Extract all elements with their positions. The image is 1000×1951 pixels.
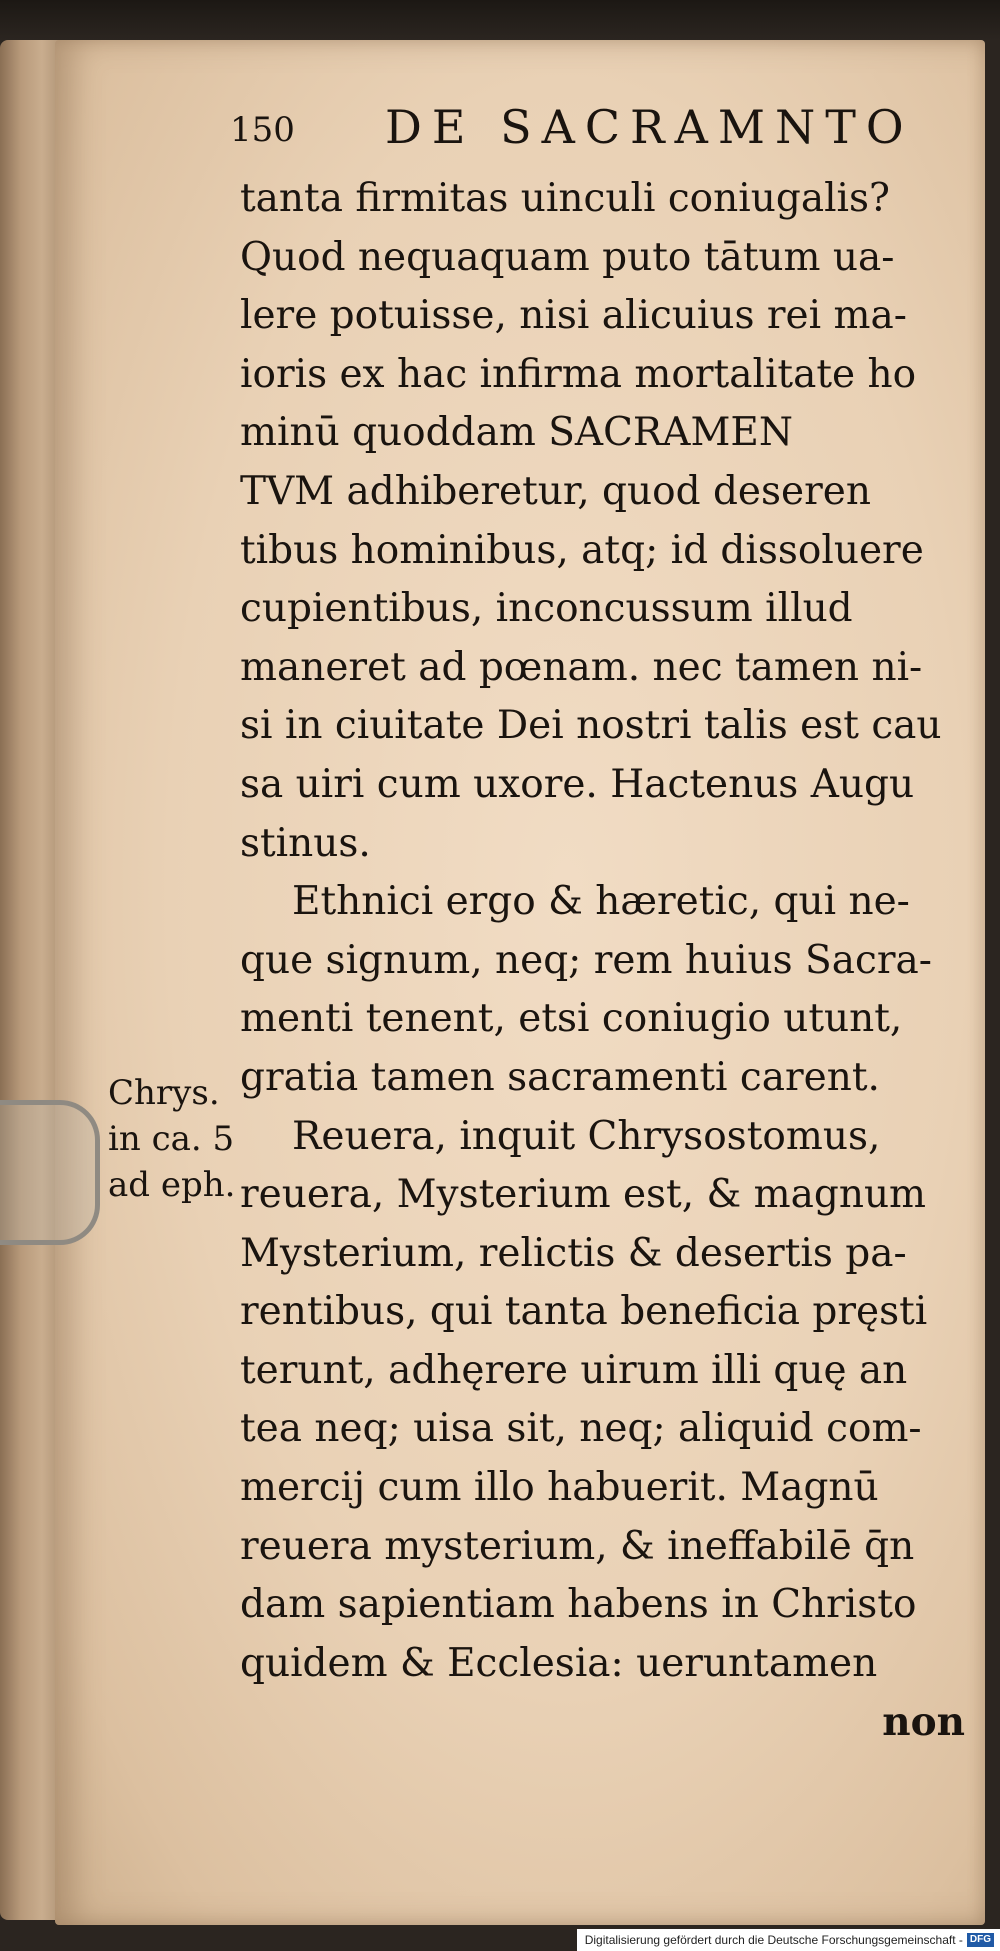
text-line: maneret ad pœnam. nec tamen ni- — [240, 644, 923, 690]
text-line: minū quoddam SACRAMEN — [240, 410, 793, 456]
text-line: Mysterium, relictis & desertis pa- — [240, 1230, 907, 1276]
text-line: ioris ex hac infirma mortalitate ho — [240, 351, 917, 397]
text-line: terunt, adhęrere uirum illi quę an — [240, 1347, 908, 1393]
text-line: reuera, Mysterium est, & magnum — [240, 1172, 927, 1218]
marginal-note-line: ad eph. — [108, 1165, 236, 1205]
text-line: si in ciuitate Dei nostri talis est cau — [240, 703, 942, 749]
dfg-logo: DFG — [967, 1933, 994, 1947]
text-line: quidem & Ecclesia: ueruntamen — [240, 1640, 878, 1686]
text-line: Quod nequaquam puto tātum ua- — [240, 234, 895, 280]
marginal-note-line: Chrys. — [108, 1073, 220, 1113]
text-line: menti tenent, etsi coniugio utunt, — [240, 996, 903, 1042]
text-line: lere potuisse, nisi alicuius rei ma- — [240, 293, 907, 339]
text-line: que signum, neq; rem huius Sacra- — [240, 937, 932, 983]
text-line: rentibus, qui tanta beneficia pręsti — [240, 1289, 928, 1335]
credit-text: Digitalisierung gefördert durch die Deutsche Forschungsgemeinschaft - — [584, 1933, 963, 1947]
catchword: non — [882, 1699, 965, 1746]
text-line: reuera mysterium, & ineffabilē q̄n — [240, 1523, 915, 1569]
digitization-credit — [577, 1929, 1000, 1951]
running-title: DE SACRAMNTO — [385, 100, 914, 154]
text-line: tea neq; uisa sit, neq; aliquid com- — [240, 1406, 922, 1452]
text-line: gratia tamen sacramenti carent. — [240, 1054, 880, 1100]
page-number: 150 — [230, 110, 295, 150]
text-line: sa uiri cum uxore. Hactenus Augu — [240, 761, 915, 807]
text-line: cupientibus, inconcussum illud — [240, 586, 853, 632]
text-line: Reuera, inquit Chrysostomus, — [292, 1113, 881, 1159]
text-line: Ethnici ergo & hæretic, qui ne- — [292, 879, 910, 925]
body-text — [240, 170, 965, 1693]
text-line: tibus hominibus, atq; id dissoluere — [240, 527, 924, 573]
text-block — [230, 100, 965, 1752]
page-clip — [0, 1100, 100, 1245]
marginal-note — [108, 1070, 235, 1208]
marginal-note-line: in ca. 5 — [108, 1119, 235, 1159]
text-line: dam sapientiam habens in Christo — [240, 1582, 917, 1628]
text-line: tanta firmitas uinculi coniugalis? — [240, 176, 890, 221]
text-line: stinus. — [240, 820, 371, 866]
text-line: mercij cum illo habuerit. Magnū — [240, 1465, 879, 1511]
text-line: TVM adhiberetur, quod deseren — [240, 468, 871, 514]
page-header — [230, 100, 965, 170]
